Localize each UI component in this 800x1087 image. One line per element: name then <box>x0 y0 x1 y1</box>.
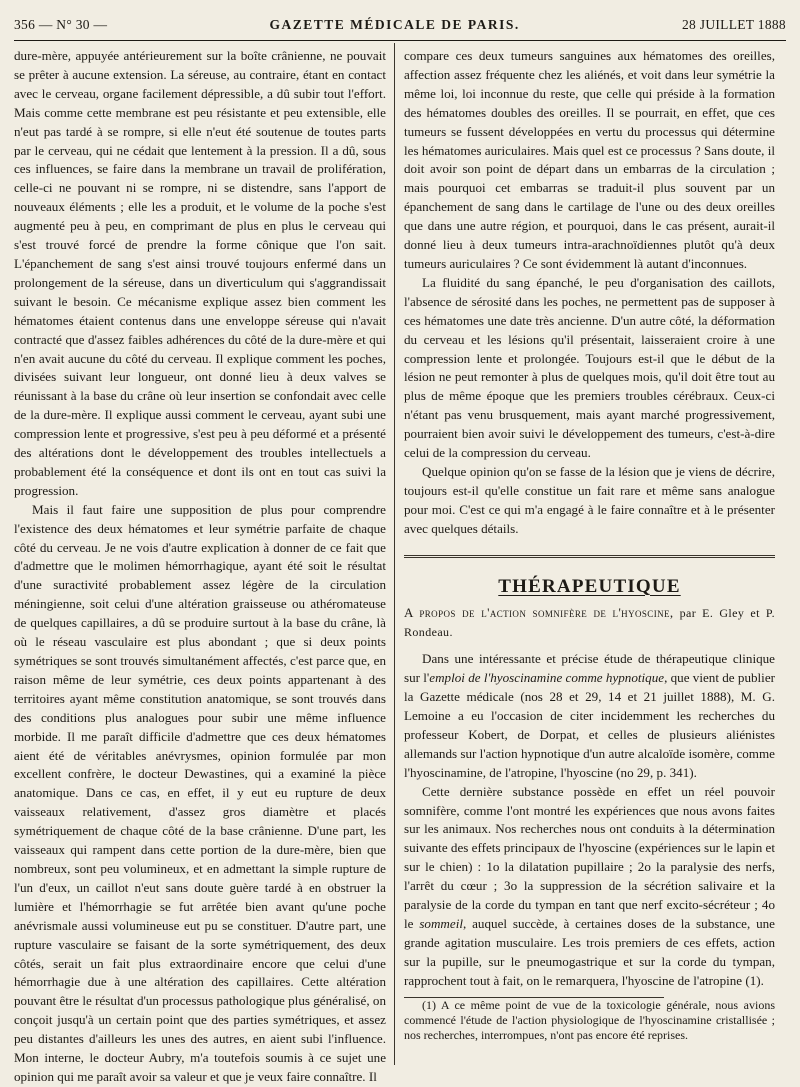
section-title-therapeutique: THÉRAPEUTIQUE <box>498 575 681 597</box>
journal-title: GAZETTE MÉDICALE DE PARIS. <box>269 17 520 32</box>
article-heading <box>404 604 775 642</box>
p4-text-b: , que vient de publier la Gazette médicale (nos 28 et 29, 14 et 21 juillet 1888), M. G. Lemoine a eu l'occasion de citer incidemment les recherches du professeur Kobert, de Dorpat, et celles de plusieurs aliénistes allemands sur l'action hypnotique d'un autre alcaloïde isomère, comme l'hyoscinamine, de l'atropine, l'hyoscine (no 29, p. 341). <box>404 670 775 780</box>
section-divider <box>404 555 775 558</box>
right-paragraph-5 <box>404 783 775 991</box>
left-paragraph-1: dure-mère, appuyée antérieurement sur la boîte crânienne, ne pouvait se prêter à aucune extension. La séreuse, au contraire, étant en contact avec le cerveau, organe facilement dépressible, a dû subir tout l'effort. Mais comme cette membrane est peu résistante et peu extensible, elle n'eut pas tardé à se rompre, si elle n'eut été soutenue de toutes parts par le cerveau, qui ne cédait que lentement à la pression. Il a dû, sous ces influences, se faire dans la membrane un travail de prolifération, celle-ci ne pouvant ni se rompre, ni se distendre, sans l'apport de nouveaux éléments ; elle les a produit, et le volume de la poche s'est augmenté peu à peu, en comprimant de plus en plus le cerveau qui s'est trouvé forcé de prendre la forme cônique que l'on sait. L'épanchement de sang s'est ainsi trouvé toujours enfermé dans un prolongement de la séreuse, dans un diverticulum qui s'aggrandissait suivant le besoin. Ce mécanisme explique assez bien comment les hématomes étaient contenus dans une enveloppe séreuse qui n'avait contracté que d'assez faibles adhérences du côté de la dure-mère et qui n'en avait aucune du côté du cerveau. Il explique comment les poches, divisées suivant leur longueur, ont donné lieu à deux valves se réunissant à la base du crâne où leur insertion se confondait avec celle de la dure-mère. Il explique aussi comment le cerveau, ayant subi une compression lente et progressive, s'est peu à peu déformé et a présenté des altérations dont le développement des troubles intellectuels a probablement été la conséquence et dont ils ont en tout cas suivi la progression. <box>14 48 386 498</box>
header-rule <box>14 40 786 41</box>
right-paragraph-3: Quelque opinion qu'on se fasse de la lésion que je viens de décrire, toujours est-il qu'elle constitue un fait rare et même sans analogue pour moi. C'est ce qui m'a engagé à le faire connaître et à le présenter avec quelques détails. <box>404 463 775 536</box>
left-paragraph-2: Mais il faut faire une supposition de plus pour comprendre l'existence des deux hématomes et leur symétrie parfaite de chaque côté du cerveau. Je ne vois d'autre explication à donner de ce fait que d'admettre que le molimen hémorrhagique, ayant été soit le résultat d'une suractivité probablement assez légère de la circulation méningienne, soit celui d'une altération graisseuse ou athéromateuse de quelques capillaires, a dû se produire surtout à la base du crâne, là où le réseau vasculaire est plus abondant ; que si deux points symétriques se sont trouvés simultanément affectés, c'est parce que, en raison même de leur symétrie, ces deux points appartenant à des territoires ayant même constitution anatomique, se sont trouvés dans des conditions plus analogues pour subir une même influence morbide. Il me paraît difficile d'admettre que ces deux hématomes aient été de véritables anévrysmes, opinion formulée par mon excellent confrère, le docteur Dewastines, qui a examiné la pièce anatomique. Dans ce cas, en effet, il y eut eu rupture de deux vaisseaux relativement, d'assez gros diamètre et placés symétriquement de chaque côté de la base crânienne. D'une part, les vaisseaux qui rampent dans cette portion de la dure-mère, bien que nombreux, sont peu volumineux, et en admettant la simple rupture de l'un d'eux, un caillot n'eut sans doute guère tardé à en obstruer la lumière et l'hémorrhagie se fut arrêtée bien avant qu'une poche anévrismale aussi volumineuse eut pu se constituer. D'autre part, une rupture vasculaire se faisant de la sorte symétriquement, des deux côtés, serait un fait plus extraordinaire encore que celui d'une hémorrhagie due à une altération des capillaires. Cette altération pouvant être le résultat d'un processus pathologique plus généralisé, on conçoit jusqu'à un certain point que des parties symétriques, et assez peu distantes d'ailleurs les unes des autres, en aient subi l'influence. Mon interne, le docteur Aubry, m'a toutefois soumis à ce sujet une opinion qui me paraît avoir sa valeur et que je veux faire connaître. Il <box>14 501 386 1084</box>
right-paragraph-2: La fluidité du sang épanché, le peu d'organisation des caillots, l'absence de sérosité dans les poches, ne permettent pas de supposer à ces hématomes une date très ancienne. D'un autre côté, la déformation du cerveau et les lésions qu'il présentait, laisseraient croire à une compression lente et prolongée. Toujours est-il que le début de la lésion ne peut remonter à plus de quelques mois, qu'il doit être tout au plus de même époque que les premiers troubles cérébraux. Ceux-ci n'étant pas venu brusquement, mais ayant marché progressivement, pourraient bien avoir suivi le développement des tumeurs, c'est-à-dire celui de la compression du cerveau. <box>404 274 775 461</box>
p5-text-a: Cette dernière substance possède en effet un réel pouvoir somnifère, comme l'ont montré les expériences que nous avons faites sur les animaux. Nos recherches nous ont conduits à la détermination suivante des effets principaux de l'hyoscine (expériences sur le lapin et sur le chien) : 1o la dilatation pupillaire ; 2o la paralysie des nerfs, l'arrêt du cœur ; 3o la suppression de la sécrétion salivaire et la paralysie de la corde du tympan en tant que nerf excito-sécréteur ; 4o le <box>404 783 775 931</box>
p4-italic-title: emploi de l'hyoscinamine comme hypnotique <box>429 670 665 686</box>
page-number-issue: 356 — N° 30 — <box>14 17 108 32</box>
right-column <box>395 47 775 1087</box>
right-paragraph-1: compare ces deux tumeurs sanguines aux hématomes des oreilles, affection assez fréquente chez les aliénés, et voit dans leur symétrie la même loi, loi inconnue du reste, que celle qui préside à la formation des hématomes doubles des oreilles. Il se pourrait, en effet, que ces tumeurs se fussent développées en vertu du processus qui détermine les hématomes auriculaires. Mais quel est ce processus ? Sans doute, il doit avoir son point de départ dans un embarras de la circulation ; mais pourquoi cet embarras se traduit-il plus souvent par un épanchement de sang dans le cartilage de l'une ou des deux oreilles que dans une autre région, et pourquoi, dans le cas présent, aurait-il donné lieu à deux tumeurs intra-arachnoïdiennes plutôt qu'à deux tumeurs auriculaires ? Ce sont évidemment là autant d'inconnues. <box>404 48 775 271</box>
article-heading-title: A propos de l'action somnifère de l'hyoscine, <box>404 605 674 621</box>
issue-date: 28 JUILLET 1888 <box>681 17 786 32</box>
left-column <box>14 47 394 1087</box>
p5-italic-word: sommeil <box>419 915 463 931</box>
page-header <box>14 12 786 38</box>
two-column-body <box>14 47 786 1087</box>
p4-text-a: Dans une intéressante et précise étude de thérapeutique clinique sur l' <box>404 651 775 686</box>
article-heading-authors: par E. Gley et P. Rondeau. <box>404 606 775 640</box>
footnote: (1) A ce même point de vue de la toxicologie générale, nous avions commencé l'étude de l'action physiologique de l'hyoscinamine cristallisée ; nos recherches, interrompues, n'ont pas encore été reprises. <box>404 997 775 1042</box>
right-paragraph-4 <box>404 650 775 782</box>
p5-text-b: , auquel succède, à certaines doses de la substance, une grande agitation musculaire. Les trois premiers de ces effets, action sur la pupille, sur le pneumogastrique et sur la corde du tympan, rapprochent tout à fait, on le remarquera, l'hyoscine de l'atropine (1). <box>404 915 775 988</box>
